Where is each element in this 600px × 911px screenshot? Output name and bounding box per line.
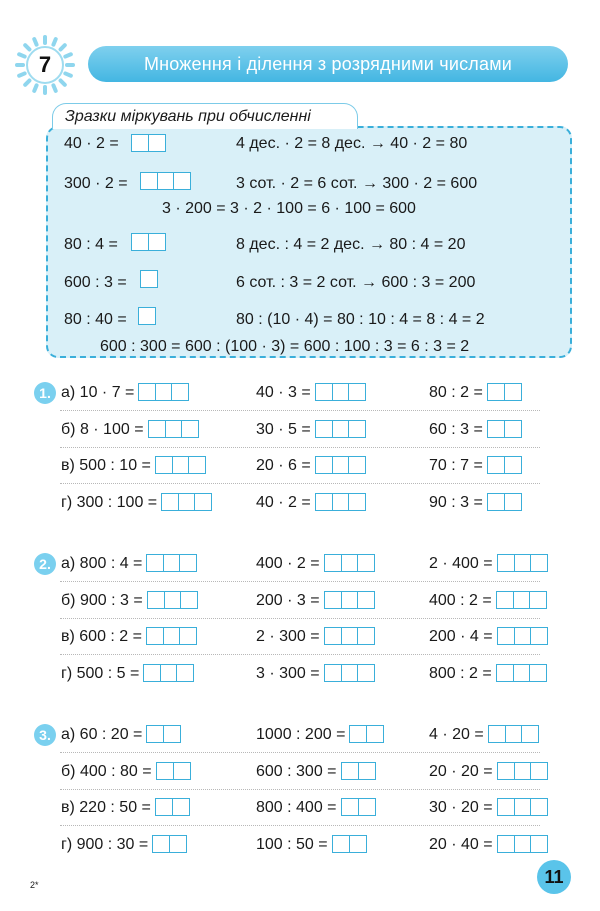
sun-ray <box>58 42 68 52</box>
answer-cells[interactable] <box>315 456 366 474</box>
answer-cell[interactable] <box>504 383 522 401</box>
answer-cell[interactable] <box>173 762 191 780</box>
answer-cell[interactable] <box>357 664 375 682</box>
answer-cells[interactable] <box>152 835 187 853</box>
sample-center: 3 · 200 = 3 · 2 · 100 = 6 · 100 = 600 <box>162 200 416 217</box>
exercise-expression: 40 · 3 = <box>256 384 311 401</box>
exercise-expression: 2 · 400 = <box>429 555 493 572</box>
exercise-expression: г) 300 : 100 = <box>61 493 158 511</box>
answer-cell[interactable] <box>155 456 173 474</box>
exercise-expression: 600 : 300 = <box>256 762 337 780</box>
exercise-expression: 30 · 20 = <box>429 799 493 816</box>
answer-cell[interactable] <box>487 383 505 401</box>
exercise-expression: 100 : 50 = <box>256 835 328 853</box>
answer-cells[interactable] <box>497 762 548 780</box>
sun-ray <box>51 37 59 48</box>
page-number: 11 <box>537 860 571 894</box>
answer-cells[interactable] <box>146 627 197 645</box>
sample-left: 40 · 2 = <box>64 135 119 152</box>
answer-cell[interactable] <box>140 270 158 288</box>
answer-cell[interactable] <box>169 835 187 853</box>
answer-cells[interactable] <box>324 591 375 609</box>
answer-cell[interactable] <box>179 627 197 645</box>
exercise-expression: 3 · 300 = <box>256 664 320 682</box>
answer-cells[interactable] <box>487 456 522 474</box>
answer-cell[interactable] <box>348 420 366 438</box>
answer-cell[interactable] <box>514 835 532 853</box>
sample-center: 600 : 300 = 600 : (100 · 3) = 600 : 100 : 3 = 6 : 3 = 2 <box>100 338 470 355</box>
answer-cells[interactable] <box>332 835 367 853</box>
answer-cell[interactable] <box>172 798 190 816</box>
answer-cell[interactable] <box>341 554 359 572</box>
row-divider <box>60 825 540 826</box>
answer-cells <box>140 270 158 288</box>
answer-cell[interactable] <box>530 627 548 645</box>
answer-cells[interactable] <box>496 591 547 609</box>
answer-cell[interactable] <box>505 725 523 743</box>
answer-cell[interactable] <box>530 835 548 853</box>
answer-cell[interactable] <box>164 591 182 609</box>
answer-cell[interactable] <box>488 725 506 743</box>
exercise-expression: а) 10 · 7 = <box>61 384 135 401</box>
sun-ray <box>17 71 28 79</box>
answer-cell[interactable] <box>160 664 178 682</box>
answer-cell[interactable] <box>332 835 350 853</box>
answer-cell[interactable] <box>521 725 539 743</box>
exercise-expression: 1000 : 200 = <box>256 726 346 743</box>
answer-cell[interactable] <box>366 725 384 743</box>
answer-cell[interactable] <box>497 762 515 780</box>
lesson-number-badge <box>14 34 76 96</box>
exercise-number-badge: 3. <box>34 724 56 746</box>
sun-ray <box>65 63 75 67</box>
answer-cells[interactable] <box>341 762 376 780</box>
exercise-expression: г) 500 : 5 = <box>61 664 140 682</box>
answer-cell[interactable] <box>513 664 531 682</box>
answer-cell[interactable] <box>148 233 166 251</box>
exercise-expression: 70 : 7 = <box>429 457 483 474</box>
answer-cell[interactable] <box>324 591 342 609</box>
sample-right: 80 : (10 · 4) = 80 : 10 : 4 = 8 : 4 = 2 <box>236 311 485 328</box>
answer-cells[interactable] <box>155 798 190 816</box>
exercise-expression: 30 · 5 = <box>256 420 311 438</box>
answer-cell[interactable] <box>357 554 375 572</box>
answer-cell[interactable] <box>497 554 515 572</box>
row-divider <box>60 618 540 619</box>
answer-cell[interactable] <box>152 835 170 853</box>
answer-cells <box>140 172 191 190</box>
answer-cell[interactable] <box>341 762 359 780</box>
answer-cell[interactable] <box>155 798 173 816</box>
exercise-number-badge: 2. <box>34 553 56 575</box>
answer-cells[interactable] <box>341 798 376 816</box>
answer-cell[interactable] <box>513 591 531 609</box>
answer-cell[interactable] <box>188 456 206 474</box>
answer-cell[interactable] <box>497 627 515 645</box>
answer-cell[interactable] <box>348 456 366 474</box>
exercise-expression: а) 800 : 4 = <box>61 555 143 572</box>
answer-cells[interactable] <box>147 591 198 609</box>
answer-cells[interactable] <box>324 554 375 572</box>
sample-right: 8 дес. : 4 = 2 дес. → 80 : 4 = 20 <box>236 236 466 253</box>
exercise-expression: в) 500 : 10 = <box>61 457 151 474</box>
answer-cell[interactable] <box>529 591 547 609</box>
exercise-expression: в) 220 : 50 = <box>61 799 151 816</box>
answer-cell[interactable] <box>349 725 367 743</box>
sample-left: 300 · 2 = <box>64 175 128 192</box>
exercise-expression: 800 : 400 = <box>256 799 337 816</box>
exercise-expression: б) 400 : 80 = <box>61 762 152 780</box>
answer-cell[interactable] <box>487 420 505 438</box>
answer-cells[interactable] <box>497 835 548 853</box>
answer-cell[interactable] <box>324 664 342 682</box>
sample-left: 600 : 3 = <box>64 274 127 291</box>
lesson-title: Множення і ділення з розрядними числами <box>88 46 568 82</box>
answer-cell[interactable] <box>143 664 161 682</box>
exercise-expression: 40 · 2 = <box>256 493 311 511</box>
footer-mark: 2* <box>30 880 39 890</box>
answer-cell[interactable] <box>487 493 505 511</box>
answer-cells[interactable] <box>315 420 366 438</box>
answer-cell[interactable] <box>171 383 189 401</box>
row-divider <box>60 789 540 790</box>
answer-cell[interactable] <box>148 134 166 152</box>
answer-cell[interactable] <box>194 493 212 511</box>
answer-cell[interactable] <box>181 420 199 438</box>
answer-cell[interactable] <box>487 456 505 474</box>
sun-ray <box>32 37 40 48</box>
answer-cell[interactable] <box>146 627 164 645</box>
answer-cell[interactable] <box>324 554 342 572</box>
sun-ray <box>22 78 32 88</box>
exercise-expression: а) 60 : 20 = <box>61 726 143 743</box>
answer-cells <box>131 134 166 152</box>
answer-cells[interactable] <box>148 420 199 438</box>
exercise-expression: 20 · 40 = <box>429 835 493 853</box>
answer-cell[interactable] <box>530 554 548 572</box>
exercise-expression: 400 : 2 = <box>429 591 492 609</box>
answer-cell[interactable] <box>161 493 179 511</box>
sample-left: 80 : 4 = <box>64 236 118 253</box>
sample-label: Зразки міркувань при обчисленні <box>52 103 358 129</box>
answer-cells[interactable] <box>324 627 375 645</box>
answer-cell[interactable] <box>146 725 164 743</box>
answer-cell[interactable] <box>173 172 191 190</box>
answer-cell[interactable] <box>138 383 156 401</box>
answer-cell[interactable] <box>332 420 350 438</box>
answer-cell[interactable] <box>496 664 514 682</box>
answer-cell[interactable] <box>315 420 333 438</box>
answer-cell[interactable] <box>497 798 515 816</box>
sun-ray <box>63 52 74 60</box>
answer-cell[interactable] <box>179 554 197 572</box>
answer-cell[interactable] <box>131 233 149 251</box>
answer-cell[interactable] <box>341 664 359 682</box>
exercise-expression: 400 · 2 = <box>256 555 320 572</box>
answer-cells[interactable] <box>143 664 194 682</box>
row-divider <box>60 410 540 411</box>
answer-cells <box>138 307 156 325</box>
answer-cell[interactable] <box>176 664 194 682</box>
sun-ray <box>15 63 25 67</box>
answer-cell[interactable] <box>357 591 375 609</box>
row-divider <box>60 581 540 582</box>
answer-cell[interactable] <box>348 383 366 401</box>
sample-right: 6 сот. : 3 = 2 сот. → 600 : 3 = 200 <box>236 274 476 291</box>
answer-cell[interactable] <box>332 383 350 401</box>
exercise-expression: 800 : 2 = <box>429 664 492 682</box>
sun-ray <box>17 52 28 60</box>
answer-cells[interactable] <box>138 383 189 401</box>
answer-cell[interactable] <box>156 762 174 780</box>
answer-cells[interactable] <box>146 725 181 743</box>
sun-ray <box>32 83 40 94</box>
answer-cells[interactable] <box>487 493 522 511</box>
answer-cell[interactable] <box>504 493 522 511</box>
exercise-expression: г) 900 : 30 = <box>61 835 149 853</box>
answer-cell[interactable] <box>514 798 532 816</box>
answer-cell[interactable] <box>496 591 514 609</box>
answer-cells[interactable] <box>487 383 522 401</box>
exercise-expression: 60 : 3 = <box>429 420 483 438</box>
answer-cell[interactable] <box>315 456 333 474</box>
answer-cells[interactable] <box>497 627 548 645</box>
answer-cell[interactable] <box>341 627 359 645</box>
answer-cell[interactable] <box>163 725 181 743</box>
answer-cells[interactable] <box>487 420 522 438</box>
answer-cell[interactable] <box>315 383 333 401</box>
answer-cell[interactable] <box>504 456 522 474</box>
exercise-expression: 200 · 4 = <box>429 628 493 645</box>
answer-cell[interactable] <box>147 591 165 609</box>
answer-cells[interactable] <box>349 725 384 743</box>
answer-cell[interactable] <box>341 591 359 609</box>
sun-ray <box>63 71 74 79</box>
answer-cells[interactable] <box>497 798 548 816</box>
answer-cell[interactable] <box>180 591 198 609</box>
answer-cell[interactable] <box>514 554 532 572</box>
answer-cell[interactable] <box>497 835 515 853</box>
answer-cell[interactable] <box>157 172 175 190</box>
answer-cells[interactable] <box>155 456 206 474</box>
sample-right: 4 дес. · 2 = 8 дес. → 40 · 2 = 80 <box>236 135 468 152</box>
answer-cells[interactable] <box>161 493 212 511</box>
answer-cell[interactable] <box>332 493 350 511</box>
exercise-expression: 2 · 300 = <box>256 628 320 645</box>
answer-cells[interactable] <box>324 664 375 682</box>
answer-cell[interactable] <box>163 627 181 645</box>
answer-cell[interactable] <box>146 554 164 572</box>
answer-cell[interactable] <box>504 420 522 438</box>
answer-cell[interactable] <box>165 420 183 438</box>
exercise-expression: 4 · 20 = <box>429 726 484 743</box>
answer-cell[interactable] <box>155 383 173 401</box>
row-divider <box>60 654 540 655</box>
answer-cell[interactable] <box>163 554 181 572</box>
answer-cell[interactable] <box>140 172 158 190</box>
exercise-number-badge: 1. <box>34 382 56 404</box>
exercise-expression: 200 · 3 = <box>256 591 320 609</box>
answer-cells[interactable] <box>146 554 197 572</box>
answer-cells[interactable] <box>497 554 548 572</box>
sun-ray <box>51 83 59 94</box>
exercise-expression: б) 8 · 100 = <box>61 420 144 438</box>
answer-cell[interactable] <box>358 798 376 816</box>
answer-cell[interactable] <box>514 627 532 645</box>
answer-cell[interactable] <box>514 762 532 780</box>
answer-cell[interactable] <box>138 307 156 325</box>
sample-left: 80 : 40 = <box>64 311 127 328</box>
exercise-expression: 20 · 6 = <box>256 457 311 474</box>
answer-cell[interactable] <box>131 134 149 152</box>
sun-ray <box>58 78 68 88</box>
answer-cells[interactable] <box>315 493 366 511</box>
sun-ray <box>43 85 47 95</box>
row-divider <box>60 752 540 753</box>
answer-cell[interactable] <box>349 835 367 853</box>
answer-cells[interactable] <box>156 762 191 780</box>
exercise-expression: б) 900 : 3 = <box>61 591 143 609</box>
answer-cell[interactable] <box>341 798 359 816</box>
sun-ray <box>43 35 47 45</box>
answer-cell[interactable] <box>348 493 366 511</box>
exercise-expression: 90 : 3 = <box>429 493 483 511</box>
answer-cell[interactable] <box>315 493 333 511</box>
answer-cell[interactable] <box>357 627 375 645</box>
sample-right: 3 сот. · 2 = 6 сот. → 300 · 2 = 600 <box>236 175 478 192</box>
answer-cell[interactable] <box>178 493 196 511</box>
answer-cells[interactable] <box>315 383 366 401</box>
answer-cell[interactable] <box>172 456 190 474</box>
row-divider <box>60 483 540 484</box>
answer-cell[interactable] <box>324 627 342 645</box>
answer-cells[interactable] <box>488 725 539 743</box>
answer-cells <box>131 233 166 251</box>
row-divider <box>60 447 540 448</box>
exercise-expression: 80 : 2 = <box>429 384 483 401</box>
exercise-expression: в) 600 : 2 = <box>61 628 142 645</box>
answer-cell[interactable] <box>530 762 548 780</box>
lesson-number: 7 <box>26 46 64 84</box>
answer-cell[interactable] <box>358 762 376 780</box>
answer-cell[interactable] <box>530 798 548 816</box>
answer-cell[interactable] <box>529 664 547 682</box>
exercise-expression: 20 · 20 = <box>429 762 493 780</box>
answer-cells[interactable] <box>496 664 547 682</box>
answer-cell[interactable] <box>332 456 350 474</box>
answer-cell[interactable] <box>148 420 166 438</box>
